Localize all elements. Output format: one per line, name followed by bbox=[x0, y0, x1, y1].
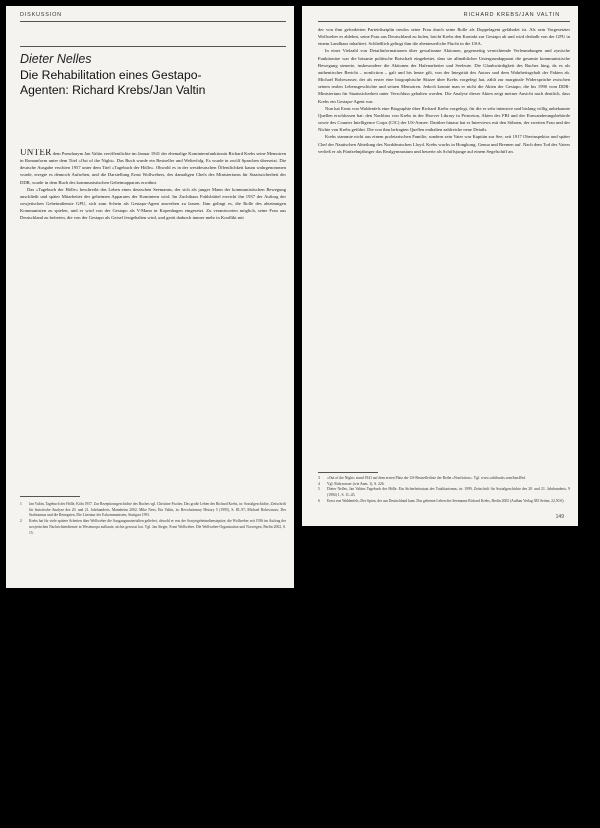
footnote-rule-right bbox=[318, 472, 378, 473]
footnote-text: Ernst von Waldenfels, Der Spion, der aus Deutschland kam. Das geheime Leben des Seemanns Richard Krebs, Berlin 2002 (Aufbau Verlag 383 Seiten, 22,50 €). bbox=[327, 498, 565, 503]
left-paragraph-1 bbox=[20, 149, 286, 186]
left-body-text bbox=[20, 149, 286, 483]
right-footnotes bbox=[318, 476, 570, 522]
title-rule-left bbox=[20, 46, 286, 47]
left-footnotes bbox=[20, 502, 286, 582]
dropcap-word: UNTER bbox=[20, 149, 52, 157]
footnote-text: »Out of the Night« stand 1941 auf dem ersten Platz der US-Bestsellerliste der Reihe »Nonfiction«. Vgl. www.caliibooks.com/bsn40nf. bbox=[327, 476, 526, 480]
header-rule-right bbox=[318, 21, 570, 22]
footnote-text: Krebs hat für viele spätere Arbeiten über Wollweber die Ausgangsmaterialien geliefert, obwohl er von der Sowjetgeheimdienstspitze, die Wollweber seit 1936 im Auftrag der sowjetischen Nachrichtendienste in Westeuropa aufbaute, nichts gewusst hat. Vgl. Jan Sieger, Ernst Wollweber. Die Wollweber-Organisation und Norwegen, Berlin 2002, S. 15. bbox=[29, 519, 286, 535]
header-rule-left bbox=[20, 21, 286, 22]
running-head-right: RICHARD KREBS/JAN VALTIN bbox=[463, 12, 560, 18]
right-page bbox=[302, 6, 578, 526]
article-title bbox=[20, 68, 288, 98]
footnote-number: 4 bbox=[318, 481, 320, 486]
running-head-left: DISKUSSION bbox=[20, 12, 62, 18]
article-author: Dieter Nelles bbox=[20, 52, 92, 66]
footnote-rule-left bbox=[20, 496, 80, 497]
footnote bbox=[318, 487, 570, 498]
left-paragraph-2: Das »Tagebuch der Hölle« beschreibt das Leben eines deutschen Seemanns, der sich als junger Mann der kommunistischen Bewegung anschließt und später Mitarbeiter des geheimen Apparates der Komintern wird. Im Zuchthaus Fuhlsbüttel erreicht ihn 1937 der Auftrag der sowjetischen Geheimdienste GPU, sich zum Schein als Gestapo-Agent anwerben zu lassen. Ihm gelingt es, die Rolle des abtrünnigen Kommunisten zu spielen, und er wird von der Gestapo als V-Mann in Kopenhagen eingesetzt. Zu verantworten möglich, seine Frau aus Deutschland zu befreien, die von der Gestapo als Geisel festgehalten wird, und gerät dadurch immer mehr in Konflikt mit bbox=[20, 186, 286, 221]
title-line-1: Die Rehabilitation eines Gestapo- bbox=[20, 68, 202, 82]
right-paragraph-4: Krebs stammte nicht aus einem proletarischen Familie, sondern sein Vater war Kapitän zur See, seit 1917 Oberinspektor und später Chef der Nautischen Abteilung des Norddeutschen Lloyd. Krebs wuchs in Hongkong, Genua und Bremen auf. Nach dem Tod des Vaters verließ er als Fünfzehnjähriger das Realgymnasium und heuerte als Schiffsjunge auf einem Segelschiff an. bbox=[318, 134, 570, 154]
page-number: 149 bbox=[555, 514, 564, 520]
footnote-text: Vgl. Rohrwasser (wie Anm. 1), S. 226. bbox=[327, 481, 385, 486]
left-paragraph-1-text: dem Pseudonym Jan Valtin veröffentlichte im Januar 1941 der ehemalige Kominternfunktionär Richard Krebs seine Memoiren in Romanform unter dem Titel »Out of the Night«. Das Buch wurde ein Bestseller und Welterfolg. Es wurde in zwölf Sprachen übersetzt. Die deutsche Ausgabe erschien 1957 unter dem Titel »Tagebuch der Hölle«. Obwohl es in der westdeutschen Öffentlichkeit kaum wahrgenommen wurde, erregte es dennoch Aufsehen, und die Darstellung Ernst Wollwebers, des damaligen Chefs des Ministeriums für Staatssicherheit der DDR, wurde in dem Buch des kommunistischen Geheimapparats erwähnt. bbox=[20, 151, 286, 185]
right-paragraph-3: Nun hat Ernst von Waldenfels eine Biographie über Richard Krebs vorgelegt, für die er sehr intensive und bislang völlig unbekannte Quellen erschlossen hat: den Nachlass von Krebs in der Hoover Library in Princeton, Akten des FBI und der Einwanderungsbehörde sowie des Counter Intelligence Corps (CIC) der US-Armee. Darüber hinaus hat er Interviews mit den Söhnen, der zweiten Frau und der Nichte von Krebs geführt. Die von ihm befragten Quellen enthalten zahlreiche neue Details. bbox=[318, 105, 570, 133]
footnote-number: 5 bbox=[318, 487, 320, 492]
left-page bbox=[6, 6, 294, 588]
footnote-text: Jan Valtin, Tagebuch der Hölle, Köln 1957. Zur Rezeptionsgeschichte des Buches vgl. Christine Fischer, Das große Leben des Richard Krebs, in: Sozialgeschichte, Zeitschrift für historische Analyse des 20. und 21. Jahrhunderts, Mannheim 2002; Mike Nees, Ein Valtin, in: Revolutionary History 5 (1995), S. 85–97; Michael Rohrwasser, Der Stalinismus und die Renegaten. Die Literatur der Exkommunisten, Stuttgart 1991. bbox=[29, 502, 286, 518]
footnote bbox=[20, 502, 286, 519]
footnote-text: Dieter Nelles, Jan Valtins Tagebuch der Hölle. Ein Sicherheitsstaat des Totalitarismus, in: 1999, Zeitschrift für Sozialgeschichte des 20. und 21. Jahrhunderts, 9 (1994) 1, S. 11–45. bbox=[327, 487, 570, 498]
footnote-number: 1 bbox=[20, 502, 22, 506]
right-paragraph-2: In einer Vielzahl von Detailinformationen über gewaltsame Aktionen, gegenseitig vernichtende Verleumdungen und zynische Funktionäre war die brisante politische Botschaft eingebettet, dass sie allmählicher Untergrundapparat die gesamte kommunistische Bewegung steuerte, insbesondere die Aktionen der Hafenarbeiter und Seeleute. Die Glaubwürdigkeit des Buches hing, da es als authentischer Bericht – nonfiction – galt und bis heute gilt, von der Integrität des Autors und dem Wahrheitsgehalt der Fakten ab. Michael Rohrwasser, der als erster eine biographische Skizze über Krebs vorgelegt hat, zählt zur marginale Widersprüche zwischen seinen realen Lebensgeschichte und seinen Memoiren. Jedoch konnte man er nicht die Akten der Gestapo, die bis 1990 vom DDR-Ministerium für Staatssicherheit unter Verschluss gehalten worden. Die Analyse dieser Akten zeigt meiner Ansicht nach deutlich, dass Krebs ein Gestapo-Agent war. bbox=[318, 48, 570, 104]
footnote-number: 3 bbox=[318, 476, 320, 480]
title-line-2: Agenten: Richard Krebs/Jan Valtin bbox=[20, 83, 206, 97]
footnote-number: 6 bbox=[318, 498, 320, 503]
right-body-text bbox=[318, 26, 570, 472]
footnote-number: 2 bbox=[20, 519, 22, 524]
footnote bbox=[20, 519, 286, 536]
footnote bbox=[318, 499, 570, 505]
right-paragraph-1: der von ihm geforderten Parteidisziplin treulos seine Frau durch seine Rolle als Doppelagent gefährdet ist. Als sein Vorgesetzter Wollweber es ablehnt, seine Frau aus Deutschland zu holen, bricht Krebs den Kontakt zur Gestapo ab und wird deshalb von der GPU in einem Landhaus inhaftiert. Schließlich gelingt ihm die abenteuerliche Flucht in die USA. bbox=[318, 27, 570, 47]
